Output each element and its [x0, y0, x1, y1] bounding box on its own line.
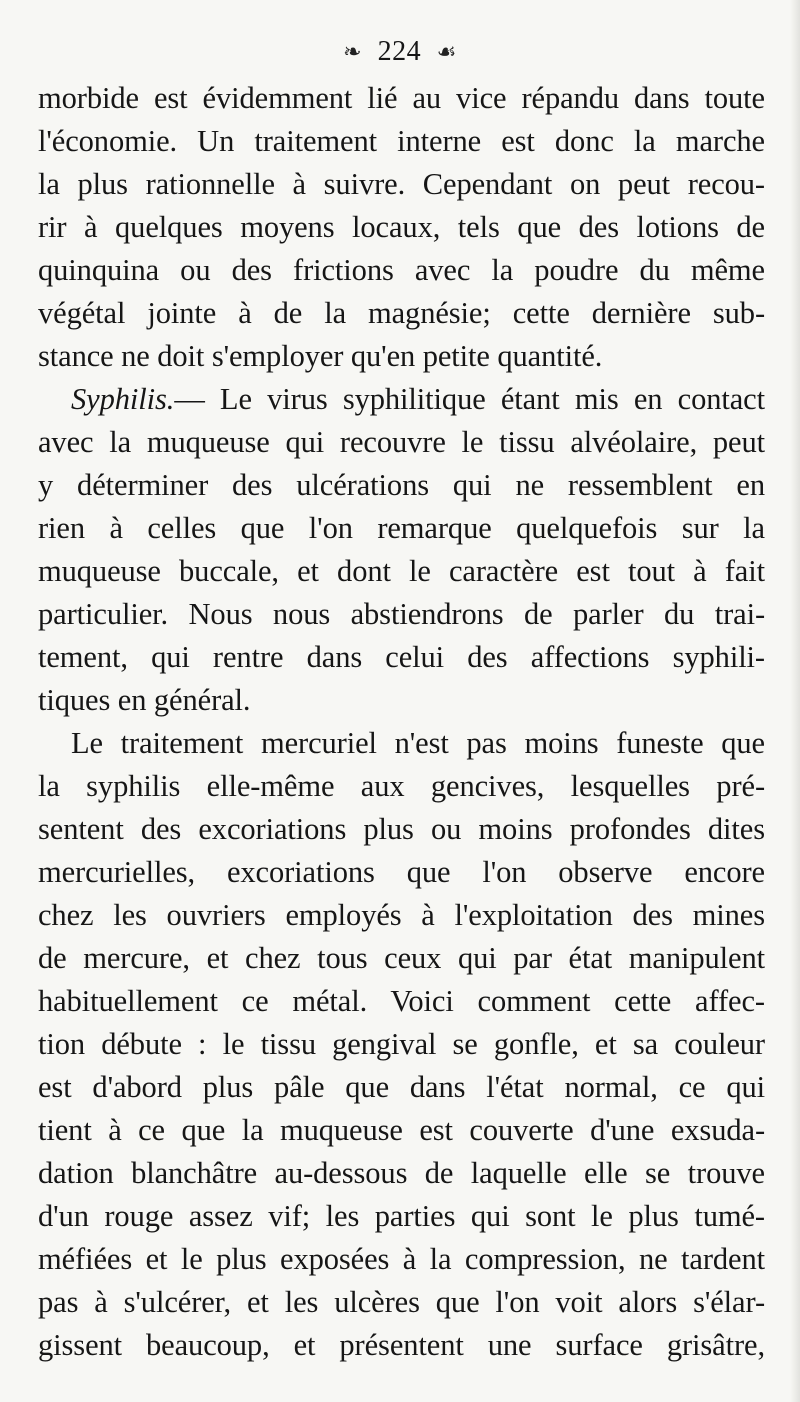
- page-number: 224: [377, 35, 422, 67]
- text-line: tient à ce que la muqueuse est couverte d'une exsuda-: [38, 1113, 765, 1147]
- text-line: l'économie. Un traitement interne est donc la marche: [38, 124, 765, 158]
- text-line: dation blanchâtre au-dessous de laquelle elle se trouve: [38, 1156, 765, 1190]
- syphilis-paragraph-start: [38, 378, 765, 421]
- text-line: Le traitement mercuriel n'est pas moins funeste que: [71, 726, 765, 760]
- page-edge-shadow: [790, 0, 800, 1402]
- text-line: est d'abord plus pâle que dans l'état normal, ce qui: [38, 1070, 765, 1104]
- text-line: habituellement ce métal. Voici comment cette affec-: [38, 984, 765, 1018]
- left-ornament-icon: ❧: [343, 38, 363, 64]
- text-line: sentent des excoriations plus ou moins profondes dites: [38, 812, 765, 846]
- text-line: muqueuse buccale, et dont le caractère est tout à fait: [38, 554, 765, 588]
- text-line: gissent beaucoup, et présentent une surface grisâtre,: [38, 1328, 765, 1362]
- page-header: [0, 33, 800, 69]
- right-ornament-icon: ☙: [436, 38, 457, 64]
- text-line: morbide est évidemment lié au vice répandu dans toute: [38, 81, 765, 115]
- text-line: végétal jointe à de la magnésie; cette dernière sub-: [38, 296, 765, 330]
- text-line: pas à s'ulcérer, et les ulcères que l'on voit alors s'élar-: [38, 1285, 765, 1319]
- section-heading-syphilis: Syphilis.: [71, 382, 175, 416]
- text-line: y déterminer des ulcérations qui ne ressemblent en: [38, 468, 765, 502]
- body-text: [38, 77, 765, 1367]
- text-line: mercurielles, excoriations que l'on observe encore: [38, 855, 765, 889]
- text-line: de mercure, et chez tous ceux qui par état manipulent: [38, 941, 765, 975]
- text-line: quinquina ou des frictions avec la poudre du même: [38, 253, 765, 287]
- text-line: tement, qui rentre dans celui des affections syphili-: [38, 640, 765, 674]
- text-line: tiques en général.: [38, 683, 251, 717]
- text-line: tion débute : le tissu gengival se gonfle, et sa couleur: [38, 1027, 765, 1061]
- text-line: la plus rationnelle à suivre. Cependant on peut recou-: [38, 167, 765, 201]
- text-line: méfiées et le plus exposées à la compression, ne tardent: [38, 1242, 765, 1276]
- text-line-rest: — Le virus syphilitique étant mis en contact: [174, 382, 765, 416]
- text-line: avec la muqueuse qui recouvre le tissu alvéolaire, peut: [38, 425, 765, 459]
- text-line: chez les ouvriers employés à l'exploitation des mines: [38, 898, 765, 932]
- text-line: particulier. Nous nous abstiendrons de parler du trai-: [38, 597, 765, 631]
- text-line: stance ne doit s'employer qu'en petite quantité.: [38, 339, 603, 373]
- text-line: d'un rouge assez vif; les parties qui sont le plus tumé-: [38, 1199, 765, 1233]
- text-line: la syphilis elle-même aux gencives, lesquelles pré-: [38, 769, 765, 803]
- text-line: rir à quelques moyens locaux, tels que des lotions de: [38, 210, 765, 244]
- text-line: rien à celles que l'on remarque quelquefois sur la: [38, 511, 765, 545]
